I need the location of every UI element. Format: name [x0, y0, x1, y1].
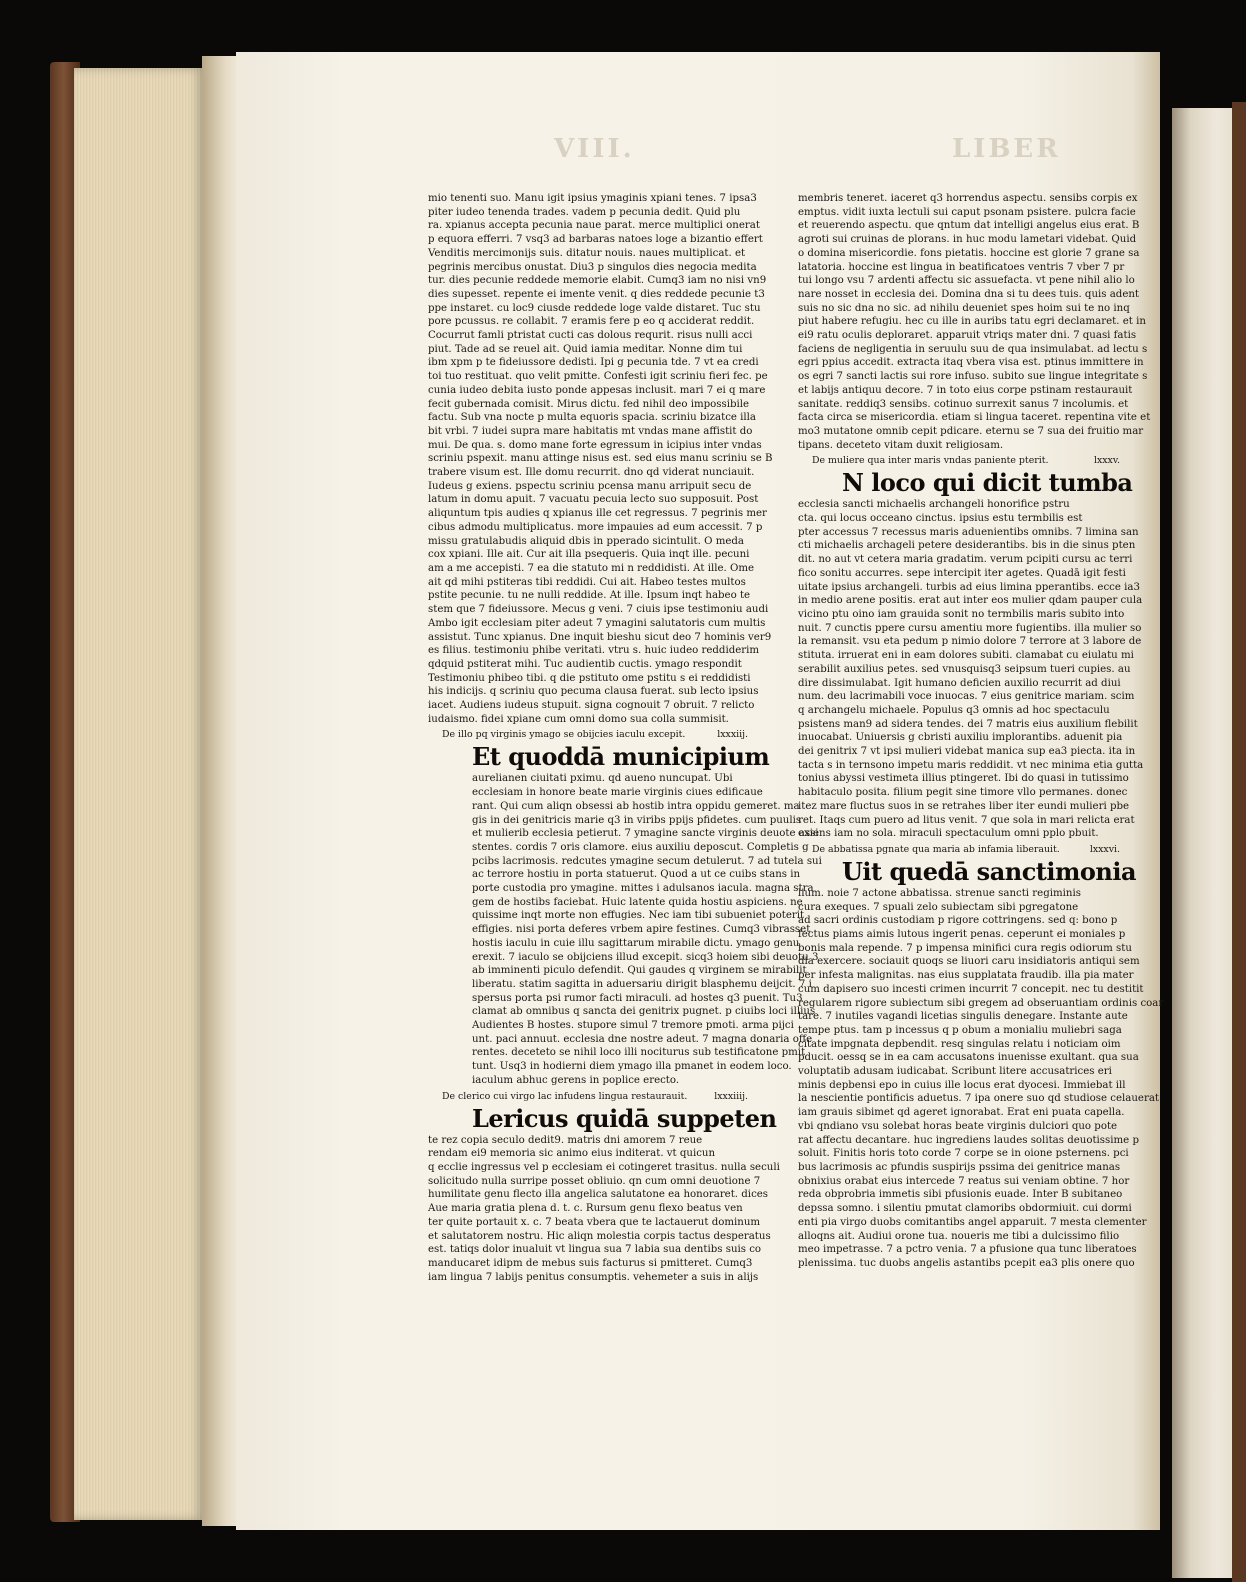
text-line: pegrinis mercibus onustat. Diu3 p singulos dies negocia medita	[428, 261, 757, 273]
text-line: tui longo vsu 7 ardenti affectu sic assuefacta. vt pene nihil alio lo	[798, 275, 1135, 287]
text-line: dei genitrix 7 vt ipsi mulieri videbat manica sup ea3 piecta. ita in	[798, 746, 1136, 758]
text-line: itez mare fluctus suos in se retrahes liber iter eundi mulieri pbe	[798, 800, 1130, 812]
text-line: assistut. Tunc xpianus. Dne inquit bieshu sicut deo 7 hominis ver9	[428, 631, 772, 643]
chapter-number: lxxxiij.	[717, 729, 748, 741]
text-line: cura exeques. 7 spuali zelo subiectam sibi pgregatone	[798, 901, 1079, 913]
chapter-number: lxxxiiij.	[714, 1090, 748, 1102]
text-line: p equora efferri. 7 vsq3 ad barbaras natoes loge a bizantio effert	[428, 234, 763, 246]
text-line: fectus piams aimis lutous ingerit penas. ceperunt ei moniales p	[798, 929, 1126, 941]
text-line: factu. Sub vna nocte p multa equoris spacia. scriniu bizatce illa	[428, 412, 757, 424]
running-head-right: LIBER	[952, 134, 1061, 164]
text-line: psistens man9 ad sidera tendes. dei 7 matris eius auxilium flebilit	[798, 718, 1138, 730]
text-line: Ambo igit ecclesiam piter adeut 7 ymagini salutatoris cum multis	[428, 617, 766, 629]
text-line: pcibs lacrimosis. redcutes ymagine secum detulerut. 7 ad tutela sui	[472, 855, 822, 867]
text-line: his indicijs. q scriniu quo pecuma clausa fuerat. sub lecto ipsius	[428, 686, 759, 698]
text-line: qdquid pstiterat mihi. Tuc audientib cuctis. ymago respondit	[428, 658, 742, 670]
right-heading-2: Uit quedā sanctimonia	[842, 856, 1137, 886]
text-line: alloqns ait. Audiui orone tua. noueris me tibi a dulcissimo filio	[798, 1230, 1120, 1242]
text-line: cta. qui locus occeano cinctus. ipsius estu termbilis est	[798, 513, 1083, 525]
text-line: tipans. deceteto vitam duxit religiosam.	[798, 439, 1004, 451]
text-line: cox xpiani. Ille ait. Cur ait illa psequeris. Quia inqt ille. pecuni	[428, 549, 750, 561]
text-line: ret. Itaqs cum puero ad litus venit. 7 que sola in mari relicta erat	[798, 814, 1135, 826]
text-line: cum dapisero suo incesti crimen incurrit 7 concepit. nec tu destitit	[798, 983, 1144, 995]
text-line: mui. De qua. s. domo mane forte egressum in icipius inter vndas	[428, 439, 762, 451]
text-line: cunia iudeo debita iusto ponde appesas inclusit. mari 7 ei q mare	[428, 384, 766, 396]
text-line: vicino ptu oino iam grauida sonit no termbilis maris subito into	[798, 608, 1125, 620]
text-line: spersus porta psi rumor facti miraculi. ad hostes q3 puenit. Tu3	[472, 992, 803, 1004]
text-line: ppe instaret. cu loc9 ciusde reddede loge valde distaret. Tuc stu	[428, 302, 761, 314]
text-line: stituta. irruerat eni in eam dolores subiti. clamabat cu eiulatu mi	[798, 650, 1134, 662]
text-line: ac terrore hostiu in porta statuerut. Quod a ut ce cuibs stans in	[472, 869, 801, 881]
text-line: nuit. 7 cunctis ppere cursu amentiu more fugientibs. illa mulier so	[798, 622, 1142, 634]
text-line: rentes. deceteto se nihil loco illi nociturus sub testificatone pmit	[472, 1047, 806, 1059]
text-line: mo3 mutatone omnib cepit pdicare. eternu se 7 sua dei fruitio mar	[798, 425, 1144, 437]
text-line: bus lacrimosis ac pfundis suspirijs pssima dei genitrice manas	[798, 1162, 1121, 1173]
text-line: rant. Qui cum aliqn obsessi ab hostib intra oppidu gemeret. ma	[472, 800, 800, 812]
text-line: manducaret idipm de mebus suis facturus si pmitteret. Cumq3	[428, 1257, 753, 1269]
text-line: dire dissimulabat. Igit humano deficien auxilio recurrit ad diui	[798, 677, 1121, 689]
text-line: tempe ptus. tam p incessus q p obum a monialiu muliebri saga	[798, 1024, 1122, 1036]
text-line: latum in domu apuit. 7 vacuatu pecuia lecto suo supposuit. Post	[428, 494, 759, 506]
right-rubric-1	[798, 454, 1120, 467]
text-line: solicitudo nulla surripe posset obliuio. qn cum omni deuotione 7	[428, 1175, 761, 1187]
text-line: gis in dei genitricis marie q3 in viribs ppijs pfidetes. cum puulis	[472, 814, 802, 826]
text-line: bonis mala repende. 7 p impensa minifici cura regis odiorum stu	[798, 942, 1132, 954]
text-line: iam lingua 7 labijs penitus consumptis. vehemeter a suis in alijs	[428, 1271, 759, 1283]
text-line: soluit. Finitis horis toto corde 7 corpe se in oione psternens. pci	[798, 1148, 1129, 1160]
text-line: pstite pecunie. tu ne nulli reddide. At ille. Ipsum inqt habeo te	[428, 590, 751, 602]
text-line: et mulierib ecclesia petierut. 7 ymagine sancte virginis deuote assi	[472, 828, 819, 840]
right-heading-1: N loco qui dicit tumba	[842, 468, 1133, 498]
text-line: est. tatiqs dolor inualuit vt lingua sua 7 labia sua dentibs suis co	[428, 1244, 762, 1256]
text-line: aurelianen ciuitati pximu. qd aueno nuncupat. Ubi	[472, 773, 733, 785]
text-line: pducit. oessq se in ea cam accusatons inuenisse exultant. qua sua	[798, 1052, 1139, 1064]
text-line: clamat ab omnibus q sancta dei genitrix pugnet. p ciuibs loci illius	[472, 1006, 816, 1018]
text-line: Iudeus g exiens. pspectu scriniu pcensa manu arripuit secu de	[428, 480, 752, 492]
text-line: sanitate. reddiq3 sensibs. cotinuo surrexit sanus 7 incolumis. et	[798, 398, 1129, 410]
text-line: Audientes B hostes. stupore simul 7 tremore pmoti. arma pijci	[472, 1020, 794, 1032]
text-line: tacta s in ternsono impetu maris reddidit. vt nec minima etia gutta	[798, 759, 1144, 771]
text-line: ra. xpianus accepta pecunia naue parat. merce multiplici onerat	[428, 220, 760, 232]
text-line: q archangelu michaele. Populus q3 omnis ad hoc spectaculu	[798, 704, 1110, 716]
text-line: dies supesset. repente ei imente venit. q dies reddede pecunie t3	[428, 288, 765, 300]
text-line: et salutatorem nostru. Hic aliqn molestia corpis tactus desperatus	[428, 1230, 771, 1242]
text-line: ecclesiam in honore beate marie virginis ciues edificaue	[472, 787, 763, 799]
text-line: ecclesia sancti michaelis archangeli honorifice pstru	[798, 499, 1070, 511]
text-line: liberatu. statim sagitta in aduersariu dirigit blasphemu deijcit. 7 i	[472, 978, 812, 990]
text-line: Aue maria gratia plena d. t. c. Rursum genu flexo beatus ven	[428, 1203, 743, 1215]
text-line: lium. noie 7 actone abbatissa. strenue sancti regiminis	[798, 887, 1081, 899]
text-line: et labijs antiquu decore. 7 in toto eius corpe pstinam restaurauit	[798, 384, 1133, 396]
text-line: ait qd mihi pstiteras tibi reddidi. Cui ait. Habeo testes multos	[428, 576, 746, 588]
text-line: aliquntum tpis audies q xpianus ille cet regressus. 7 pegrinis mer	[428, 508, 767, 520]
rubric-text: De illo pq virginis ymago se obijcies iaculu excepit.	[442, 729, 686, 741]
text-line: missu gratulabudis aliquid dbis in pperado sicintulit. O meda	[428, 535, 745, 547]
text-line: tur. dies pecunie reddede memorie elabit. Cumq3 iam no nisi vn9	[428, 275, 767, 287]
text-line: humilitate genu flecto illa angelica salutatone ea honoraret. dices	[428, 1189, 769, 1201]
text-line: dia exercere. sociauit quoqs se liuori caru insidiatoris antiqui sem	[798, 956, 1140, 968]
text-line: in medio arene positis. erat aut inter eos mulier qdam pauper cula	[798, 595, 1143, 607]
text-line: nare nosset in ecclesia dei. Domina dna si tu dees tuis. quis adent	[798, 288, 1140, 300]
text-line: cti michaelis archageli petere desiderantibs. bis in die sinus pten	[798, 540, 1136, 552]
right-cover-edge	[1232, 102, 1246, 1582]
text-line: vbi qndiano vsu solebat horas beate virginis dulciori quo pote	[798, 1120, 1118, 1132]
text-line: piter iudeo tenenda trades. vadem p pecunia dedit. Quid plu	[428, 206, 741, 218]
text-line: enti pia virgo duobs comitantibs angel apparuit. 7 mesta clementer	[798, 1216, 1147, 1228]
right-text-column	[798, 192, 1164, 1271]
text-line: rat affectu decantare. huc ingrediens laudes solitas deuotissime p	[798, 1134, 1139, 1146]
text-line: piut. Tade ad se reuel ait. Quid iamia meditar. Nonne dim tui	[428, 343, 743, 355]
text-line: quissime inqt morte non effugies. Nec iam tibi subueniet poterit	[472, 910, 805, 922]
text-line: tare. 7 inutiles vagandi licetias singulis denegare. Instante aute	[798, 1011, 1128, 1023]
text-line: ab imminenti piculo defendit. Qui gaudes q virginem se mirabilit	[472, 965, 807, 977]
right-paragraph-b	[798, 498, 1144, 841]
text-line: unt. paci annuut. ecclesia dne nostre adeut. 7 magna donaria offe	[472, 1033, 813, 1045]
text-line: per infesta malignitas. nas eius supplatata fraudib. illa pia mater	[798, 970, 1134, 982]
text-line: ibm xpm p te fideiussore dedisti. Ipi g pecunia tde. 7 vt ea credi	[428, 357, 759, 369]
left-rubric-1	[428, 728, 748, 741]
left-text-column	[428, 192, 822, 1284]
left-paragraph-b	[428, 772, 822, 1087]
text-line: iaculum abhuc gerens in poplice erecto.	[472, 1074, 680, 1086]
text-line: et reuerendo aspectu. que qntum dat intelligi angelus eius erat. B	[798, 220, 1140, 232]
rubric-text: De abbatissa pgnate qua maria ab infamia liberauit.	[812, 843, 1060, 855]
text-line: dit. no aut vt cetera maria gradatim. verum pcipiti cursu ac terri	[798, 554, 1133, 566]
text-line: iudaismo. fidei xpiane cum omni domo sua colla summisit.	[428, 713, 729, 725]
left-paragraph-a	[428, 192, 773, 726]
text-line: am a me accepisti. 7 ea die statuto mi n reddidisti. At ille. Ome	[428, 562, 755, 574]
text-line: scriniu pspexit. manu attinge nisus est. sed eius manu scriniu se B	[428, 453, 773, 465]
text-line: pore pcussus. re collabit. 7 eramis fere p eo q acciderat reddit.	[428, 316, 755, 328]
rubric-text: De muliere qua inter maris vndas paniente pterit.	[812, 455, 1049, 467]
text-line: iam grauis sibimet qd ageret ignorabat. Erat eni puata capella.	[798, 1107, 1125, 1119]
text-line: os egri 7 sancti lactis sui rore infuso. subito sue lingue integritate s	[798, 371, 1148, 383]
text-line: tonius abyssi vestimeta illius ptingeret. Ibi do quasi in tutissimo	[798, 773, 1129, 785]
left-heading-2: Lericus quidā suppeten	[472, 1103, 777, 1133]
text-line: es filius. testimoniu phibe veritati. vtru s. huic iudeo reddiderim	[428, 645, 760, 657]
text-line: membris teneret. iaceret q3 horrendus aspectu. sensibs corpis ex	[798, 193, 1138, 204]
text-line: o domina misericordie. fons pietatis. hoccine est glorie 7 grane sa	[798, 247, 1140, 259]
text-line: Venditis mercimonijs suis. ditatur nouis. naues multiplicat. et	[428, 247, 746, 259]
text-line: q ecclie ingressus vel p ecclesiam ei cotingeret trasitus. nulla seculi	[428, 1162, 780, 1173]
right-paragraph-c	[798, 887, 1164, 1271]
text-line: stentes. cordis 7 oris clamore. eius auxiliu deposcut. Completis g	[472, 841, 809, 853]
text-line: Testimoniu phibeo tibi. q die pstituto ome pstitu s ei reddidisti	[428, 672, 751, 684]
text-line: fecit gubernada comisit. Mirus dictu. fed nihil deo impossibile	[428, 398, 750, 410]
text-line: suis no sic dna no sic. ad nihilu deueniet spes hoim sui te no inq	[798, 302, 1130, 314]
text-line: iacet. Audiens iudeus stupuit. signa cognouit 7 obruit. 7 relicto	[428, 700, 755, 712]
text-line: rendam ei9 memoria sic animo eius inditerat. vt quicun	[428, 1148, 716, 1160]
text-line: plenissima. tuc duobs angelis astantibs pcepit ea3 plis onere quo	[798, 1257, 1135, 1269]
text-line: meo impetrasse. 7 a pctro venia. 7 a pfusione qua tunc liberatoes	[798, 1244, 1137, 1256]
text-line: piut habere refugiu. hec cu ille in auribs tatu egri declamaret. et in	[798, 316, 1146, 328]
text-line: tunt. Usq3 in hodierni diem ymago illa pmanet in eodem loco.	[472, 1061, 792, 1073]
right-rubric-2	[798, 843, 1120, 856]
text-line: regularem rigore subiectum sibi gregem ad obseruantiam ordinis coar	[798, 997, 1164, 1009]
text-line: depssa somno. i silentiu pmutat clamoribs obdormiuit. cui dormi	[798, 1203, 1132, 1215]
text-line: reda obprobria immetis sibi pfusionis euade. Inter B subitaneo	[798, 1189, 1123, 1201]
text-line: uitate ipsius archangeli. turbis ad eius limina pperantibs. ecce ia3	[798, 581, 1140, 593]
text-line: egri ppius accedit. extracta itaq vbera visa est. ptinus immittere in	[798, 357, 1144, 369]
text-line: porte custodia pro ymagine. mittes i adulsanos iacula. magna stra	[472, 883, 814, 895]
text-line: habitaculo posita. filium pegit sine timore vllo permanes. donec	[798, 787, 1128, 799]
text-line: pter accessus 7 recessus maris aduenientibs omnibs. 7 limina san	[798, 526, 1139, 538]
left-paragraph-c	[428, 1134, 780, 1285]
text-line: bit vrbi. 7 iudei supra mare habitatis mt vndas mane affistit do	[428, 425, 753, 437]
text-line: inuocabat. Uniuersis g cbristi auxiliu implorantibs. aduenit pia	[798, 732, 1123, 744]
text-line: toi tuo restituat. quo velit pmitte. Confesti igit scriniu fieri fec. pe	[428, 371, 768, 383]
text-line: faciens de negligentia in seruulu suu de qua insimulabat. ad lectu s	[798, 343, 1148, 355]
text-line: ei9 ratu oculis deploraret. apparuit vtriqs mater dni. 7 quasi fatis	[798, 330, 1137, 342]
right-paragraph-a	[798, 192, 1151, 452]
text-line: la nescientie pontificis aduetus. 7 ipa onere suo qd studiose celauerat	[798, 1093, 1159, 1105]
text-line: emptus. vidit iuxta lectuli sui caput psonam psistere. pulcra facie	[798, 206, 1136, 218]
text-line: mio tenenti suo. Manu igit ipsius ymaginis xpiani tenes. 7 ipsa3	[428, 193, 757, 204]
left-rubric-2	[428, 1090, 748, 1103]
text-line: la remansit. vsu eta pedum p nimio dolore 7 terrore at 3 labore de	[798, 636, 1142, 648]
text-line: Cocurrut famli ptristat cucti cas dolous requrit. risus nulli acci	[428, 330, 753, 342]
text-line: obnixius orabat eius intercede 7 reatus sui veniam obtine. 7 hor	[798, 1175, 1130, 1187]
chapter-number: lxxxv.	[1093, 455, 1120, 467]
text-line: ter quite portauit x. c. 7 beata vbera que te lactauerut dominum	[428, 1216, 761, 1228]
text-line: trabere visum est. Ille domu recurrit. dno qd viderat nunciauit.	[428, 467, 755, 479]
text-line: facta circa se misericordia. etiam si lingua taceret. repentina vite et	[798, 412, 1151, 424]
text-line: hostis iaculu in cuie illu sagittarum mirabile dictu. ymago genu	[472, 937, 800, 949]
text-line: num. deu lacrimabili voce inuocas. 7 eius genitrice mariam. scim	[798, 691, 1135, 703]
text-line: minis depbensi epo in cuius ille locus erat dyocesi. Immiebat ill	[798, 1079, 1126, 1091]
chapter-number: lxxxvi.	[1089, 843, 1120, 855]
text-line: cibus admodu multiplicatus. more impauies ad eum accessit. 7 p	[428, 521, 763, 533]
text-line: exiens iam no sola. miraculi spectaculum omni pplo pbuit.	[798, 828, 1099, 840]
running-head-left: VIII.	[554, 134, 635, 164]
text-line: latatoria. hoccine est lingua in beatificatoes ventris 7 vber 7 pr	[798, 261, 1125, 273]
text-line: te rez copia seculo dedit9. matris dni amorem 7 reue	[428, 1134, 703, 1146]
text-line: erexit. 7 iaculo se obijciens illud excepit. sicq3 hoiem sibi deuotu 3	[472, 951, 819, 963]
rubric-text: De clerico cui virgo lac infudens lingua restaurauit.	[442, 1090, 688, 1102]
text-line: citate impgnata depbendit. resq singulas relatu i noticiam oim	[798, 1038, 1121, 1050]
text-line: serabilit auxilius petes. sed vnusquisq3 seipsum tueri cupies. au	[798, 663, 1131, 675]
page-block-edge	[74, 68, 204, 1520]
text-line: ad sacri ordinis custodiam p rigore cottringens. sed q: bono p	[798, 915, 1118, 927]
text-line: gem de hostibs faciebat. Huic latente quida hostiu aspiciens. ne	[472, 896, 803, 908]
verso-page	[236, 52, 1164, 1530]
text-line: effigies. nisi porta deferes vrbem apire festines. Cumq3 vibrasset	[472, 924, 811, 936]
open-book	[46, 52, 1200, 1532]
text-line: agroti sui cruinas de plorans. in huc modu lametari videbat. Quid	[798, 234, 1137, 246]
left-heading-1: Et quoddā municipium	[472, 742, 770, 772]
text-line: fico sonitu accurres. sepe intercipit iter agetes. Quadā igit festi	[798, 567, 1126, 579]
text-line: voluptatib adusam iudicabat. Scribunt litere accusatrices eri	[798, 1066, 1112, 1078]
text-line: stem que 7 fideiussore. Mecus g veni. 7 ciuis ipse testimoniu audi	[428, 604, 769, 616]
